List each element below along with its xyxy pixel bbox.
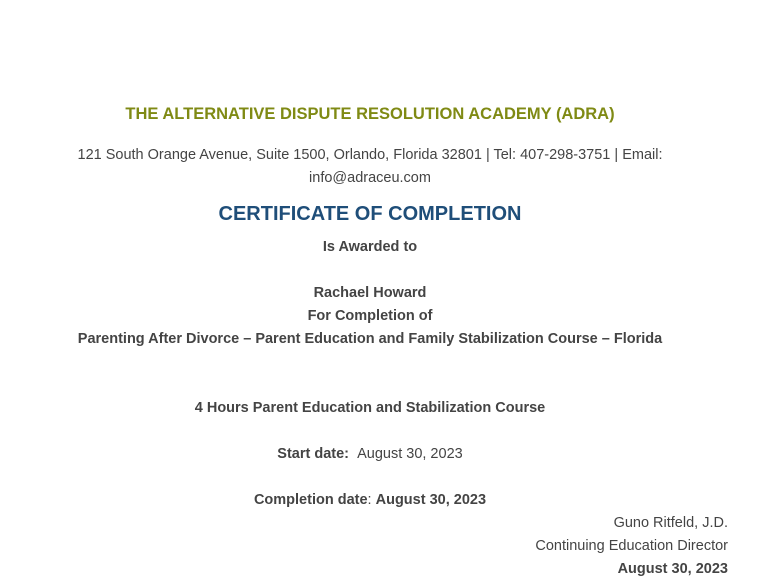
signatory-name: Guno Ritfeld, J.D. bbox=[613, 515, 728, 531]
academy-contact-address: 121 South Orange Avenue, Suite 1500, Orlando, Florida 32801 | Tel: 407-298-3751 | Email: info@adraceu.com bbox=[77, 147, 663, 186]
start-date-label: Start date: bbox=[277, 446, 350, 462]
recipient-name: Rachael Howard bbox=[313, 285, 427, 301]
course-hours: 4 Hours Parent Education and Stabilization Course bbox=[194, 400, 546, 416]
signatory-date: August 30, 2023 bbox=[617, 561, 728, 577]
certificate-title: CERTIFICATE OF COMPLETION bbox=[218, 203, 522, 225]
completion-date-separator: : bbox=[367, 492, 372, 508]
completion-date-label: Completion date bbox=[253, 492, 368, 508]
start-date-row bbox=[0, 444, 740, 464]
completion-date-row bbox=[0, 490, 740, 510]
start-date-value: August 30, 2023 bbox=[357, 446, 463, 462]
course-name: Parenting After Divorce – Parent Education and Family Stabilization Course – Florida bbox=[77, 331, 663, 347]
completion-date-value: August 30, 2023 bbox=[375, 492, 487, 508]
academy-name: THE ALTERNATIVE DISPUTE RESOLUTION ACADEMY (ADRA) bbox=[125, 105, 615, 123]
for-completion-label: For Completion of bbox=[307, 308, 433, 324]
awarded-to-label: Is Awarded to bbox=[322, 239, 418, 255]
signatory-title: Continuing Education Director bbox=[535, 538, 728, 554]
